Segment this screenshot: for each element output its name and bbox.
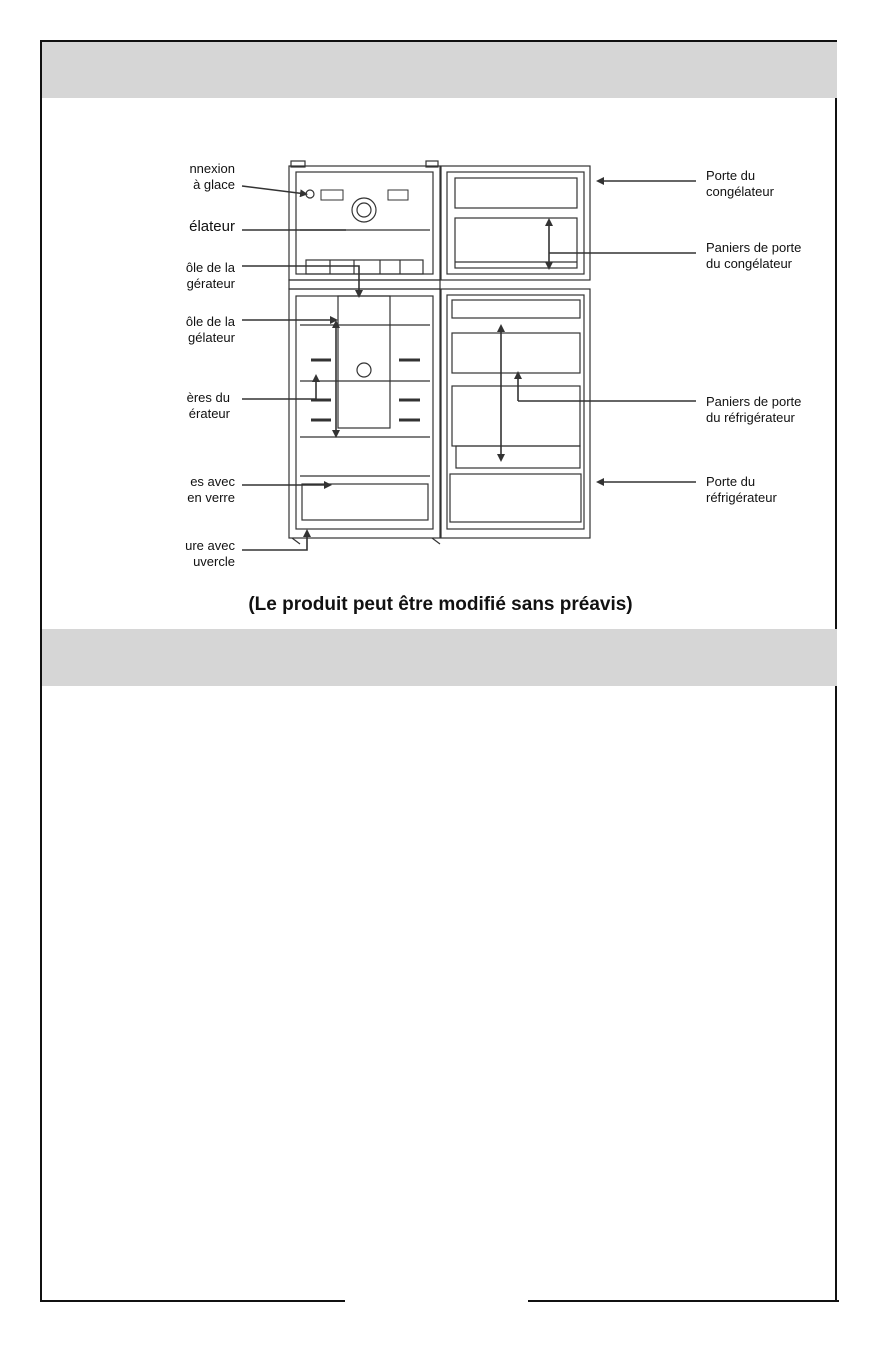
label-freezer-control: ôle de la gélateur [185, 314, 235, 345]
label-ice-connection: nnexion à glace [189, 161, 235, 192]
control-panel [338, 296, 390, 428]
caption: (Le produit peut être modifié sans préavis) [248, 594, 633, 615]
label-freezer: élateur [189, 218, 235, 235]
label-fridge-door-bins: Paniers de porte du réfrigérateur [706, 394, 802, 425]
label-crisper-cover: ure avec uvercle [185, 538, 235, 569]
label-freezer-door-bins: Paniers de porte du congélateur [706, 240, 802, 271]
label-glass-shelves: es avec en verre [187, 474, 235, 505]
label-fridge-shelves: ères du érateur [186, 390, 230, 421]
label-fridge-control: ôle de la gérateur [185, 260, 235, 291]
freezer-door [441, 166, 590, 280]
ice-maker-knob [352, 198, 376, 222]
fridge-door [441, 289, 590, 538]
freezer-compartment [289, 166, 440, 280]
label-fridge-door: Porte du réfrigérateur [706, 474, 777, 505]
fridge-compartment [289, 289, 440, 538]
label-freezer-door: Porte du congélateur [706, 168, 774, 199]
